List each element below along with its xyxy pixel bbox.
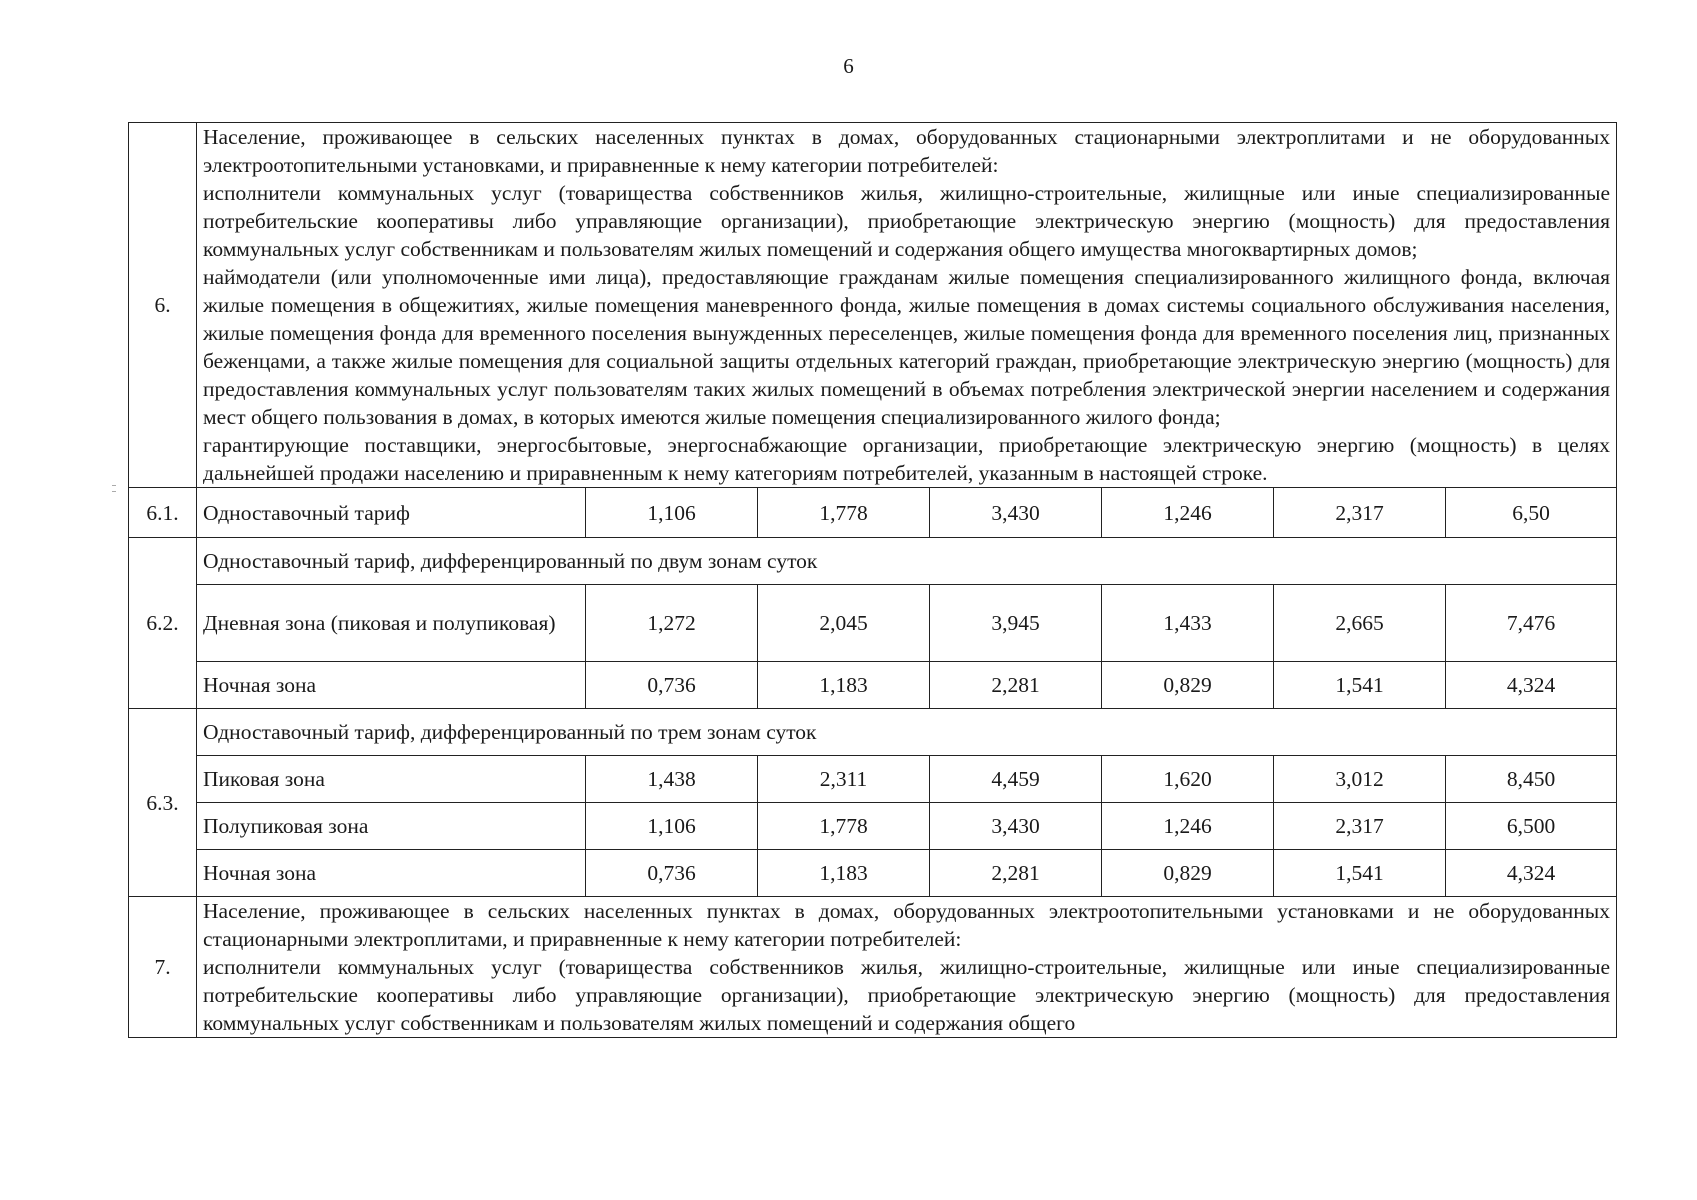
tariff-value: 1,246: [1102, 803, 1274, 850]
tariff-value: 2,045: [758, 585, 930, 662]
tariff-value: 6,50: [1446, 488, 1617, 538]
tariff-label: Ночная зона: [197, 662, 586, 709]
tariff-label: Полупиковая зона: [197, 803, 586, 850]
row-number: 6.1.: [129, 488, 197, 538]
table-row-7: [129, 897, 1617, 1038]
tariff-value: 2,317: [1274, 488, 1446, 538]
table-row-6-3-night: [129, 850, 1617, 897]
category-description: [197, 897, 1617, 1038]
tariff-value: 1,620: [1102, 756, 1274, 803]
tariff-value: 3,430: [930, 488, 1102, 538]
tariff-value: 2,281: [930, 662, 1102, 709]
description-paragraph: наймодатели (или уполномоченные ими лица), предоставляющие гражданам жилые помещения специализированного жилищного фонда, включая жилые помещения в общежитиях, жилые помещения маневренного фонда, жилые помещения в домах системы социального обслуживания населения, жилые помещения фонда для временного поселения вынужденных переселенцев, жилые помещения фонда для временного поселения лиц, признанных беженцами, а также жилые помещения для социальной защиты отдельных категорий граждан, приобретающие электрическую энергию (мощность) для предоставления коммунальных услуг пользователям таких жилых помещений в объемах потребления электрической энергии населением и содержания мест общего пользования в домах, в которых имеются жилые помещения специализированного жилого фонда;: [203, 265, 1610, 429]
table-row-6: [129, 123, 1617, 488]
tariff-value: 1,438: [586, 756, 758, 803]
tariff-value: 0,736: [586, 850, 758, 897]
table-row-6-3-semipeak: [129, 803, 1617, 850]
tariff-value: 8,450: [1446, 756, 1617, 803]
tariff-value: 1,106: [586, 488, 758, 538]
tariff-value: 1,541: [1274, 850, 1446, 897]
table-row-6-3-peak: [129, 756, 1617, 803]
section-title: Одноставочный тариф, дифференцированный по трем зонам суток: [197, 709, 1617, 756]
tariff-value: 3,012: [1274, 756, 1446, 803]
tariff-label: Пиковая зона: [197, 756, 586, 803]
tariff-value: 2,665: [1274, 585, 1446, 662]
tariff-value: 0,736: [586, 662, 758, 709]
description-paragraph: Население, проживающее в сельских населенных пунктах в домах, оборудованных стационарными электроплитами и не оборудованных электроотопительными установками, и приравненные к нему категории потребителей:: [203, 125, 1610, 177]
description-paragraph: Население, проживающее в сельских населенных пунктах в домах, оборудованных электроотопительными установками и не оборудованных стационарными электроплитами, и приравненные к нему категории потребителей:: [203, 899, 1610, 951]
tariff-value: 2,281: [930, 850, 1102, 897]
section-title: Одноставочный тариф, дифференцированный по двум зонам суток: [197, 538, 1617, 585]
description-paragraph: исполнители коммунальных услуг (товарищества собственников жилья, жилищно-строительные, жилищные или иные специализированные потребительские кооперативы либо управляющие организации), приобретающие электрическую энергию (мощность) для предоставления коммунальных услуг собственникам и пользователям жилых помещений и содержания общего имущества многоквартирных домов;: [203, 181, 1610, 261]
tariff-value: 0,829: [1102, 850, 1274, 897]
row-number: 6.: [129, 123, 197, 488]
tariff-value: 3,945: [930, 585, 1102, 662]
tariff-value: 1,272: [586, 585, 758, 662]
tariff-value: 0,829: [1102, 662, 1274, 709]
tariff-label: Ночная зона: [197, 850, 586, 897]
table-row-6-1: [129, 488, 1617, 538]
tariff-value: 4,324: [1446, 662, 1617, 709]
page-number: 6: [843, 54, 854, 78]
tariff-value: 1,183: [758, 850, 930, 897]
tariff-value: 2,311: [758, 756, 930, 803]
tariff-value: 4,459: [930, 756, 1102, 803]
tariff-value: 4,324: [1446, 850, 1617, 897]
tariff-label: Одноставочный тариф: [197, 488, 586, 538]
table-row-6-2: [129, 538, 1617, 585]
tariff-value: 1,433: [1102, 585, 1274, 662]
row-number: 6.2.: [129, 538, 197, 709]
row-number: 7.: [129, 897, 197, 1038]
scan-mark: [112, 485, 116, 486]
tariff-value: 3,430: [930, 803, 1102, 850]
table-row-6-2-day: [129, 585, 1617, 662]
tariff-value: 2,317: [1274, 803, 1446, 850]
tariff-value: 1,778: [758, 488, 930, 538]
table-row-6-2-night: [129, 662, 1617, 709]
table-row-6-3: [129, 709, 1617, 756]
tariff-value: 1,246: [1102, 488, 1274, 538]
tariff-label: Дневная зона (пиковая и полупиковая): [197, 585, 586, 662]
row-number: 6.3.: [129, 709, 197, 897]
tariff-value: 1,541: [1274, 662, 1446, 709]
tariff-table: [128, 122, 1617, 1038]
tariff-value: 1,106: [586, 803, 758, 850]
category-description: [197, 123, 1617, 488]
description-paragraph: гарантирующие поставщики, энергосбытовые, энергоснабжающие организации, приобретающие электрическую энергию (мощность) в целях дальнейшей продажи населению и приравненным к нему категориям потребителей, указанным в настоящей строке.: [203, 433, 1610, 485]
tariff-value: 6,500: [1446, 803, 1617, 850]
tariff-value: 7,476: [1446, 585, 1617, 662]
tariff-value: 1,183: [758, 662, 930, 709]
tariff-value: 1,778: [758, 803, 930, 850]
scan-mark: [112, 491, 116, 492]
description-paragraph: исполнители коммунальных услуг (товарищества собственников жилья, жилищно-строительные, жилищные или иные специализированные потребительские кооперативы либо управляющие организации), приобретающие электрическую энергию (мощность) для предоставления коммунальных услуг собственникам и пользователям жилых помещений и содержания общего: [203, 955, 1610, 1035]
